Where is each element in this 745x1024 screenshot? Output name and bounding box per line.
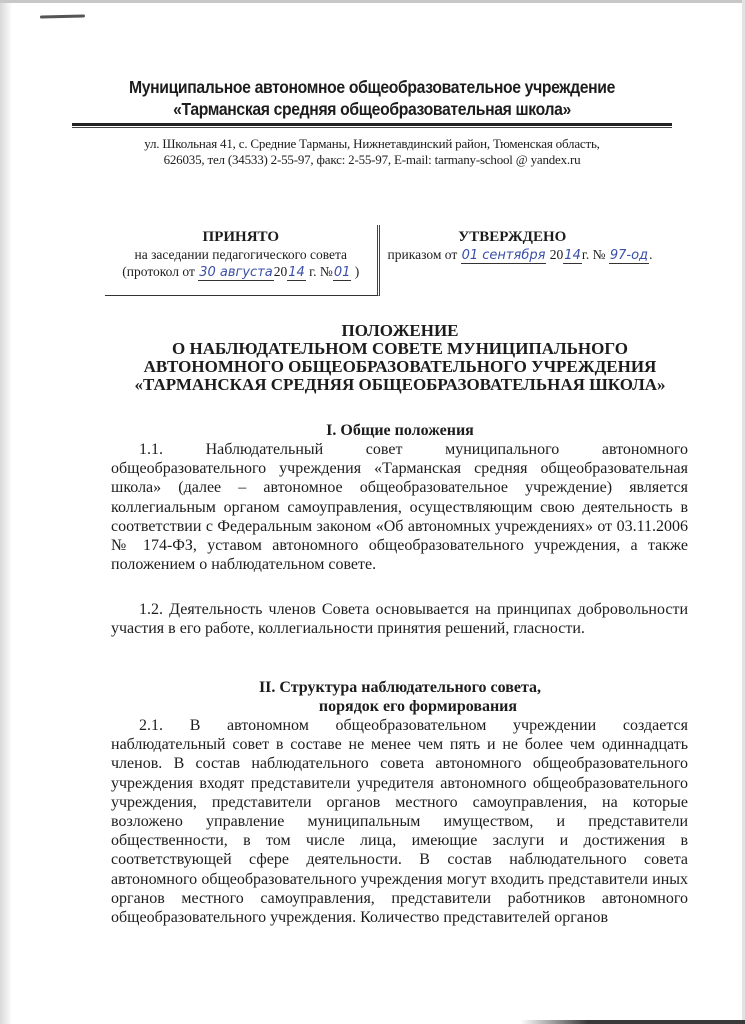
handwritten-number: 01 — [333, 265, 351, 280]
letterhead — [72, 76, 672, 168]
title-line4: «ТАРМАНСКАЯ СРЕДНЯЯ ОБЩЕОБРАЗОВАТЕЛЬНАЯ ШКОЛА» — [134, 375, 666, 394]
number-prefix: г. № — [305, 264, 333, 279]
number-prefix: г. № — [581, 247, 609, 262]
org-name-line2: «Тарманская средняя общеобразовательная школа» — [173, 99, 571, 119]
accepted-block — [105, 225, 380, 296]
scan-shadow-top — [0, 0, 745, 3]
approved-order — [388, 246, 717, 264]
org-name-line1: Муниципальное автономное общеобразовательное учреждение — [128, 77, 616, 97]
year-prefix: 20 — [273, 264, 288, 279]
section-1-heading: I. Общие положения — [326, 422, 474, 439]
title-line1: ПОЛОЖЕНИЕ — [341, 321, 459, 340]
protocol-prefix: (протокол от — [122, 264, 199, 279]
approved-title: УТВЕРЖДЕНО — [458, 229, 567, 245]
accepted-title: ПРИНЯТО — [202, 229, 280, 245]
accepted-protocol — [105, 263, 377, 281]
accepted-line1: на заседании педагогического совета — [134, 247, 348, 262]
scan-shadow-bottom — [520, 1020, 745, 1024]
approved-block — [380, 225, 717, 295]
order-close: . — [649, 247, 653, 262]
document-title — [100, 322, 700, 394]
order-prefix: приказом от — [387, 247, 461, 262]
approval-stamps — [105, 225, 717, 303]
paragraph-2-1: 2.1. В автономном общеобразовательном учреждении создается наблюдательный совет в составе не менее чем пять и не более чем одиннадцать членов. В состав наблюдательного совета автономного общеобразовательного учреждения входят представители учредителя автономного общеобразовательного учреждения, представители органов местного самоуправления, на которые возложено управление муниципальным имуществом, и представители общественности, в том числе лица, имеющие заслуги и достижения в соответствующей сфере деятельности. В состав наблюдательного совета автономного общеобразовательного учреждения могут входить представители иных органов местного самоуправления, представители работников автономного общеобразовательного учреждения. Количество представителей органов — [111, 717, 688, 927]
section-2-heading-line1: II. Структура наблюдательного совета, — [258, 679, 542, 696]
title-line2: О НАБЛЮДАТЕЛЬНОМ СОВЕТЕ МУНИЦИПАЛЬНОГО — [172, 339, 628, 358]
handwritten-date: 30 августа — [199, 265, 273, 280]
staple-mark — [40, 14, 85, 18]
address-line2: 626035, тел (34533) 2-55-97, факс: 2-55-97, E-mail: tarmany-school @ yandex.ru — [163, 152, 581, 167]
title-line3: АВТОНОМНОГО ОБЩЕОБРАЗОВАТЕЛЬНОГО УЧРЕЖДЕНИЯ — [143, 357, 657, 376]
handwritten-date: 01 сентября — [461, 248, 546, 263]
year-prefix: 20 — [546, 247, 564, 262]
protocol-close: ) — [351, 264, 360, 279]
paragraph-1-1: 1.1. Наблюдательный совет муниципального автономного общеобразовательного учреждения «Тарманская средняя общеобразовательная школа» (далее – автономное общеобразовательное учреждение) является коллегиальным органом самоуправления, осуществляющим свою деятельность в соответствии с Федеральным законом «Об автономных учреждениях» от 03.11.2006 № 174-ФЗ, уставом автономного общеобразовательного учреждения, а также положением о наблюдательном совете. — [111, 441, 688, 574]
address-line1: ул. Школьная 41, с. Средние Тарманы, Нижнетавдинский район, Тюменская область, — [144, 136, 600, 151]
handwritten-number: 97-од — [609, 248, 649, 263]
handwritten-year: 14 — [288, 265, 305, 280]
paragraph-1-2: 1.2. Деятельность членов Совета основывается на принципах добровольности участия в его работе, коллегиальности принятия решений, гласности. — [111, 601, 688, 638]
scan-shadow-left — [0, 0, 12, 1024]
letterhead-divider — [72, 123, 672, 128]
section-2-heading-line2: порядок его формирования — [318, 698, 518, 715]
handwritten-year: 14 — [564, 248, 581, 263]
